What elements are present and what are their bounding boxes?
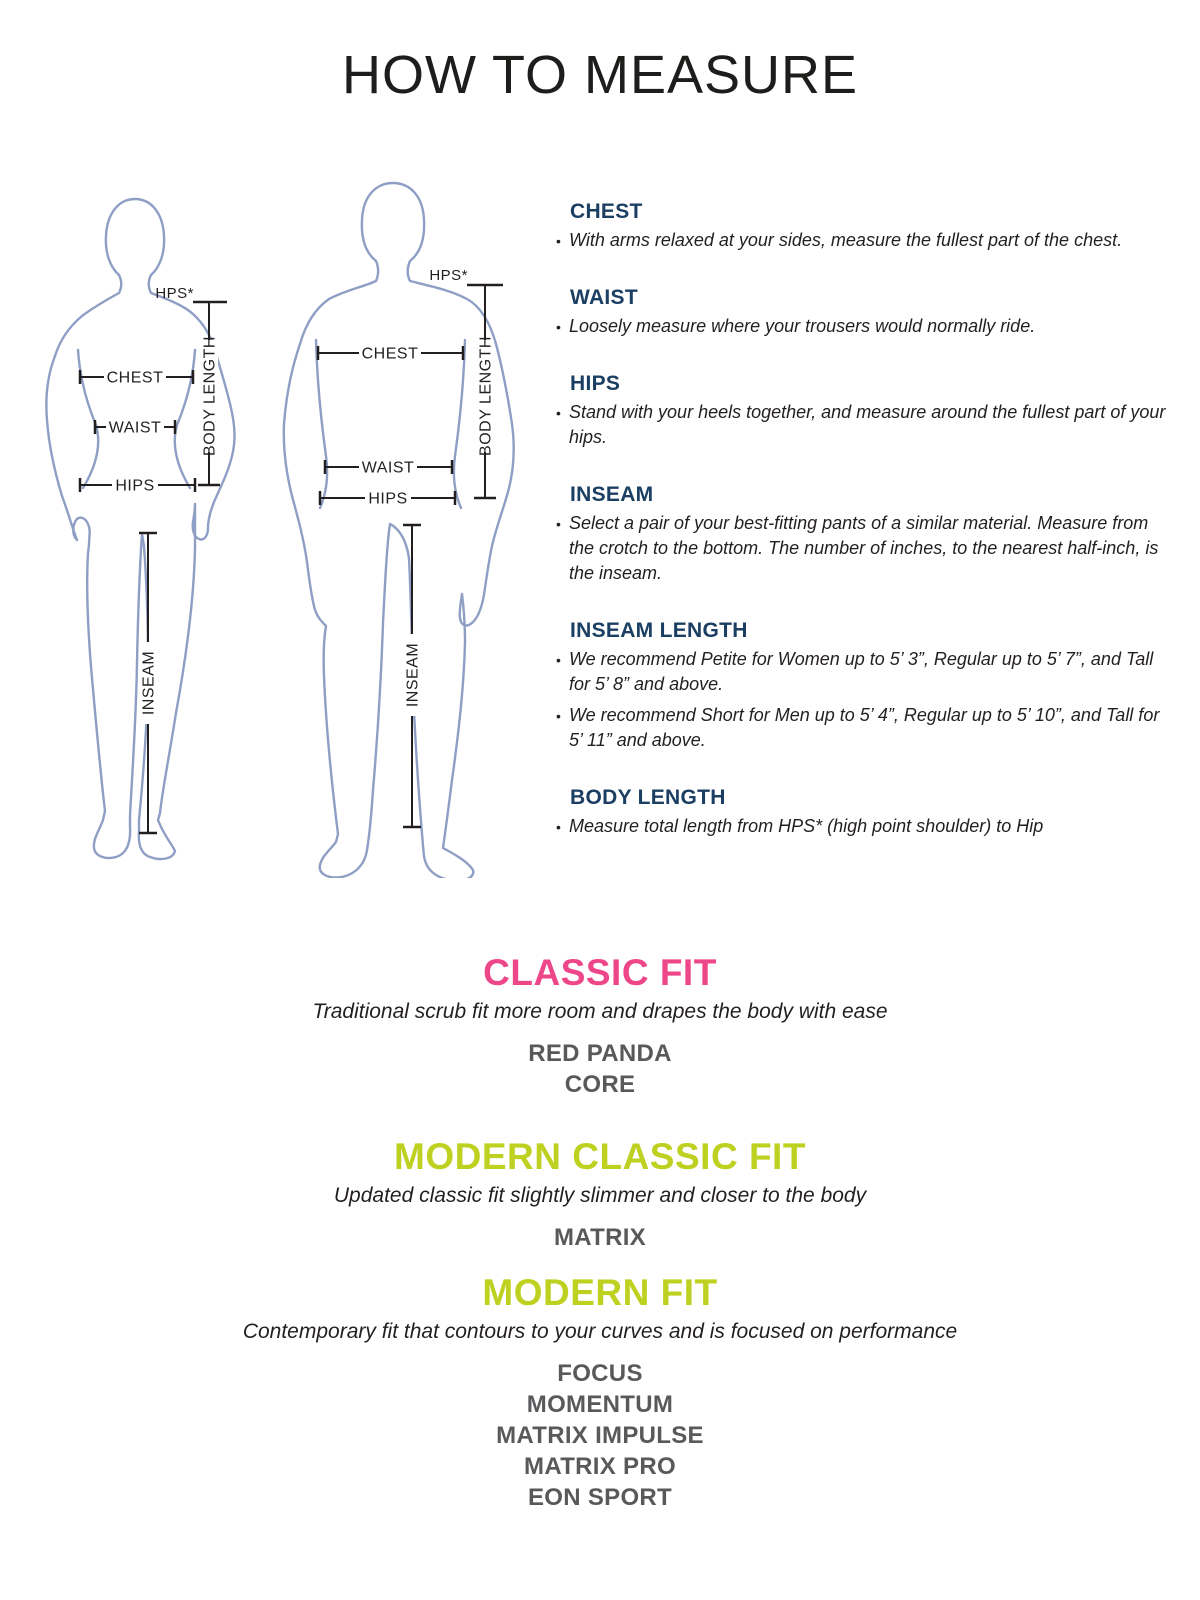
section-body-length [556,786,1176,839]
page-title: HOW TO MEASURE [341,45,859,105]
fit-description: Traditional scrub fit more room and drapes the body with ease [312,999,888,1023]
bullet-text: • Select a pair of your best-fitting pants of a similar material. Measure from the crotch to the bottom. The number of inches, to the nearest half-inch, is the inseam. [556,511,1176,586]
male-torso-left-line [316,340,327,508]
fit-block-modern-classic [0,1136,1200,1253]
section-inseam [556,483,1176,586]
fit-style-item: CORE [564,1070,636,1098]
female-waist-label: WAIST [108,419,162,437]
male-bodylength-label: BODY LENGTH [477,336,495,456]
female-hps-label: HPS* [155,285,194,302]
section-chest [556,200,1176,253]
female-chest-label: CHEST [106,369,164,387]
section-heading: INSEAM LENGTH [570,619,748,642]
female-silhouette-outline [46,199,234,859]
male-waist-label: WAIST [361,459,415,477]
section-heading: INSEAM [570,483,654,506]
fit-style-item: MOMENTUM [526,1390,674,1418]
fit-name: MODERN FIT [482,1272,718,1313]
female-bodylength-label: BODY LENGTH [201,336,219,456]
section-heading: CHEST [570,200,643,223]
fit-style-item: RED PANDA [528,1039,672,1067]
bullet-text: • Measure total length from HPS* (high point shoulder) to Hip [556,814,1176,839]
male-hips-label: HIPS [368,490,408,508]
male-body-diagram [268,158,528,878]
bullet-text: • We recommend Petite for Women up to 5’ 3”, Regular up to 5’ 7”, and Tall for 5’ 8” and above. [556,647,1176,697]
fit-style-item: FOCUS [557,1359,643,1387]
section-heading: BODY LENGTH [570,786,726,809]
male-chest-label: CHEST [361,345,419,363]
fit-block-classic [0,952,1200,1100]
female-body-diagram [18,168,268,878]
section-hips [556,372,1176,450]
fit-style-item: EON SPORT [527,1483,673,1511]
male-silhouette-outline [284,183,514,878]
male-hps-label: HPS* [429,267,468,284]
fit-name: MODERN CLASSIC FIT [394,1136,806,1177]
fit-style-list [0,1038,1200,1100]
section-heading: HIPS [570,372,621,395]
section-heading: WAIST [570,286,638,309]
fit-description: Updated classic fit slightly slimmer and closer to the body [333,1183,867,1207]
fit-style-list [0,1222,1200,1253]
fit-name: CLASSIC FIT [483,952,717,993]
fit-description: Contemporary fit that contours to your curves and is focused on performance [242,1319,958,1343]
bullet-text: • Loosely measure where your trousers would normally ride. [556,314,1176,339]
fit-style-item: MATRIX PRO [524,1452,676,1480]
female-inseam-label: INSEAM [140,650,158,716]
fit-block-modern [0,1272,1200,1513]
measurement-instructions [556,200,1176,872]
female-hips-label: HIPS [115,477,155,495]
bullet-text: • Stand with your heels together, and measure around the fullest part of your hips. [556,400,1176,450]
bullet-text: • We recommend Short for Men up to 5’ 4”, Regular up to 5’ 10”, and Tall for 5’ 11” and above. [556,703,1176,753]
fit-style-item: MATRIX IMPULSE [496,1421,704,1449]
fit-style-list [0,1358,1200,1513]
male-inseam-label: INSEAM [404,642,422,708]
male-torso-right-line [454,340,465,508]
section-waist [556,286,1176,339]
bullet-text: • With arms relaxed at your sides, measure the fullest part of the chest. [556,228,1176,253]
section-inseam-length [556,619,1176,753]
fit-style-item: MATRIX [553,1223,646,1251]
